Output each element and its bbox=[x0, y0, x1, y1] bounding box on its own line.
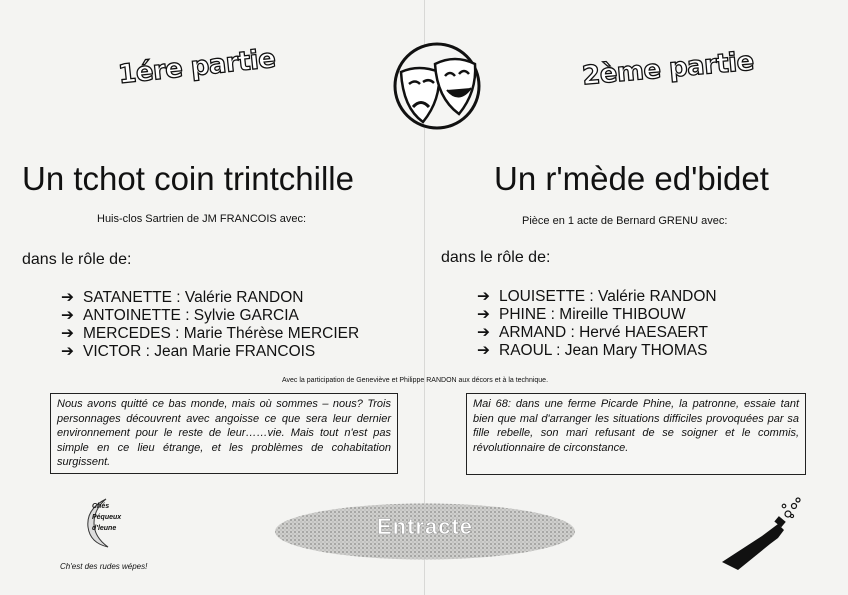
play-one-subtitle: Huis-clos Sartrien de JM FRANCOIS avec: bbox=[97, 213, 307, 225]
credits-line: Avec la participation de Geneviève et Philippe RANDON aux décors et à la technique. bbox=[282, 377, 549, 384]
troupe-name-line: Péqueux bbox=[92, 514, 122, 521]
arrow-icon: ➔ bbox=[477, 306, 490, 323]
cast-item bbox=[477, 306, 717, 324]
intermission-label: Entracte bbox=[376, 514, 474, 539]
part-one-label: 1ére partie bbox=[116, 43, 277, 91]
play-two-role-heading: dans le rôle de: bbox=[441, 249, 551, 266]
cast-entry: ANTOINETTE : Sylvie GARCIA bbox=[83, 307, 299, 324]
play-one-role-heading: dans le rôle de: bbox=[22, 251, 132, 268]
troupe-name bbox=[92, 501, 121, 534]
arrow-icon: ➔ bbox=[477, 324, 490, 341]
cast-item bbox=[61, 343, 359, 361]
play-one-title: Un tchot coin trintchille bbox=[22, 160, 354, 197]
cast-entry: PHINE : Mireille THIBOUW bbox=[499, 306, 686, 323]
champagne-bottle-icon bbox=[718, 496, 804, 572]
arrow-icon: ➔ bbox=[61, 289, 74, 306]
cast-item bbox=[477, 324, 717, 342]
cast-entry: ARMAND : Hervé HAESAERT bbox=[499, 324, 709, 341]
cast-entry: MERCEDES : Marie Thérèse MERCIER bbox=[83, 325, 360, 342]
play-two-synopsis: Mai 68: dans une ferme Picarde Phine, la patronne, essaie tant bien que mal d'arranger les situations difficiles provoquées par sa fille rebelle, son mari refusant de se soigner et le commis, révolutionnaire de circonstance. bbox=[466, 393, 806, 475]
cast-entry: VICTOR : Jean Marie FRANCOIS bbox=[83, 343, 316, 360]
troupe-name-line: d'leune bbox=[92, 525, 117, 532]
cast-entry: SATANETTE : Valérie RANDON bbox=[83, 289, 304, 306]
play-two-title: Un r'mède ed'bidet bbox=[494, 160, 769, 197]
cast-item bbox=[477, 288, 717, 306]
arrow-icon: ➔ bbox=[477, 342, 490, 359]
cast-item bbox=[61, 307, 359, 325]
troupe-tagline: Ch'est des rudes wépes! bbox=[60, 562, 148, 571]
play-two-subtitle: Pièce en 1 acte de Bernard GRENU avec: bbox=[522, 215, 728, 227]
play-one-synopsis: Nous avons quitté ce bas monde, mais où sommes – nous? Trois personnages découvrent avec angoisse ce que sera leur dernier environnement pour le reste de leur……vie. Mais tout n'est pas simple en ce lieu étrange, et les problèmes de cohabitation surgissent. bbox=[50, 393, 398, 474]
arrow-icon: ➔ bbox=[61, 325, 74, 342]
part-two-label: 2ème partie bbox=[581, 46, 755, 92]
troupe-name-line: Chés bbox=[92, 503, 110, 510]
cast-item bbox=[477, 342, 717, 360]
play-one-cast-list bbox=[61, 289, 359, 361]
theatre-masks-icon bbox=[389, 42, 485, 130]
arrow-icon: ➔ bbox=[477, 288, 490, 305]
arrow-icon: ➔ bbox=[61, 343, 74, 360]
troupe-logo bbox=[84, 497, 124, 549]
arrow-icon: ➔ bbox=[61, 307, 74, 324]
play-two-cast-list bbox=[477, 288, 717, 360]
cast-item bbox=[61, 325, 359, 343]
cast-item bbox=[61, 289, 359, 307]
cast-entry: RAOUL : Jean Mary THOMAS bbox=[499, 342, 708, 359]
cast-entry: LOUISETTE : Valérie RANDON bbox=[499, 288, 717, 305]
